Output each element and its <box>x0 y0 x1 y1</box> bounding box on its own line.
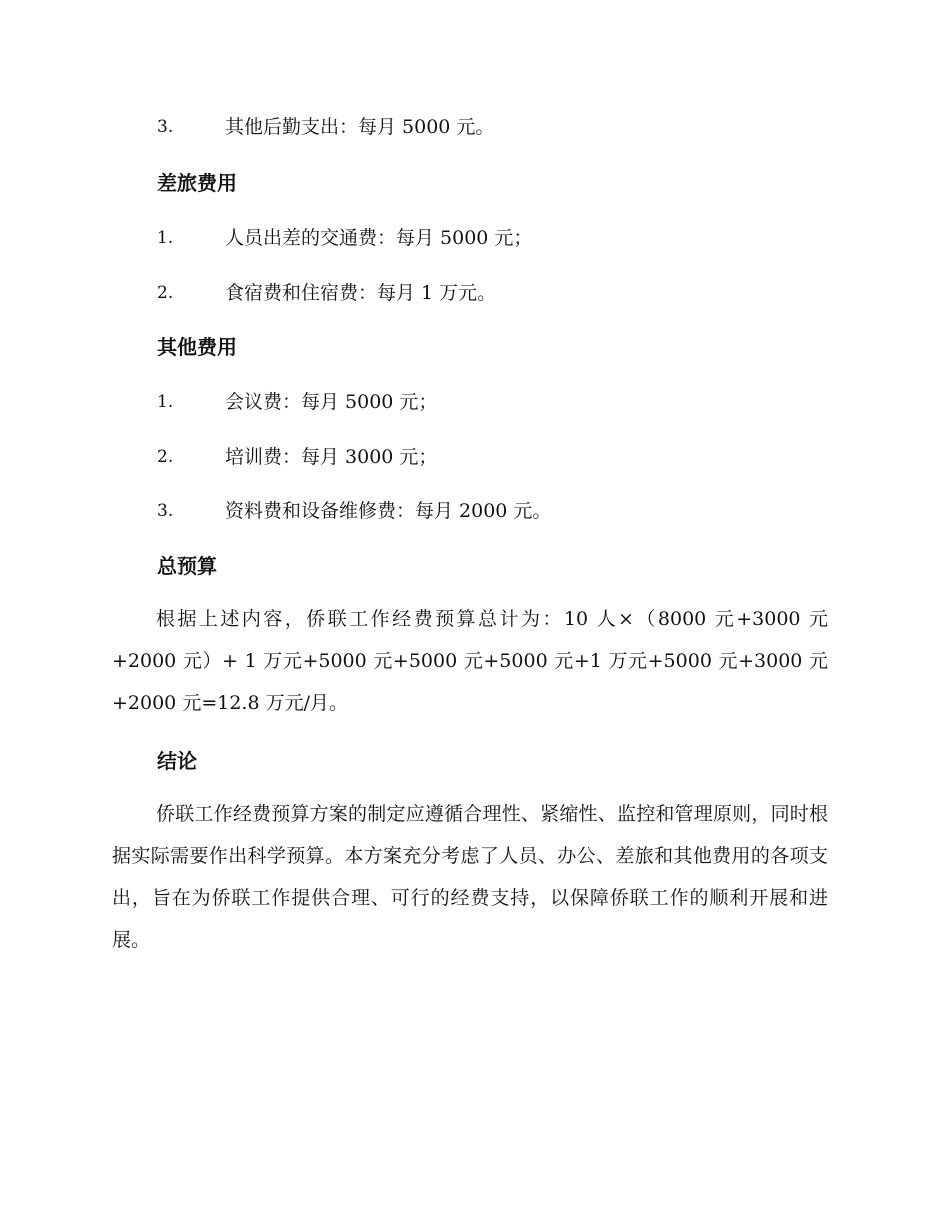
list-number: 2. <box>157 283 174 303</box>
list-number: 3. <box>157 501 174 521</box>
total-paragraph: 根据上述内容，侨联工作经费预算总计为：10 人×（8000 元+3000 元+2000 元）+ 1 万元+5000 元+5000 元+5000 元+1 万元+5000 元+3000 元+2000 元=12.8 万元/月。 <box>112 608 828 714</box>
list-text: 人员出差的交通费：每月 5000 元； <box>225 227 533 249</box>
section-heading-other: 其他费用 <box>157 335 237 359</box>
list-text: 其他后勤支出：每月 5000 元。 <box>225 116 495 138</box>
list-text: 食宿费和住宿费：每月 1 万元。 <box>225 282 497 304</box>
list-number: 1. <box>157 228 174 248</box>
conclusion-paragraph: 侨联工作经费预算方案的制定应遵循合理性、紧缩性、监控和管理原则，同时根据实际需要作出科学预算。本方案充分考虑了人员、办公、差旅和其他费用的各项支出，旨在为侨联工作提供合理、可行的经费支持，以保障侨联工作的顺利开展和进展。 <box>112 803 828 951</box>
list-number: 2. <box>157 447 174 467</box>
section-heading-total: 总预算 <box>157 554 217 578</box>
section-heading-conclusion: 结论 <box>157 749 197 773</box>
list-text: 资料费和设备维修费：每月 2000 元。 <box>225 500 552 522</box>
list-number: 1. <box>157 392 174 412</box>
list-text: 培训费：每月 3000 元； <box>225 446 438 468</box>
list-text: 会议费：每月 5000 元； <box>225 391 438 413</box>
list-number: 3. <box>157 117 174 137</box>
section-heading-travel: 差旅费用 <box>157 171 237 195</box>
